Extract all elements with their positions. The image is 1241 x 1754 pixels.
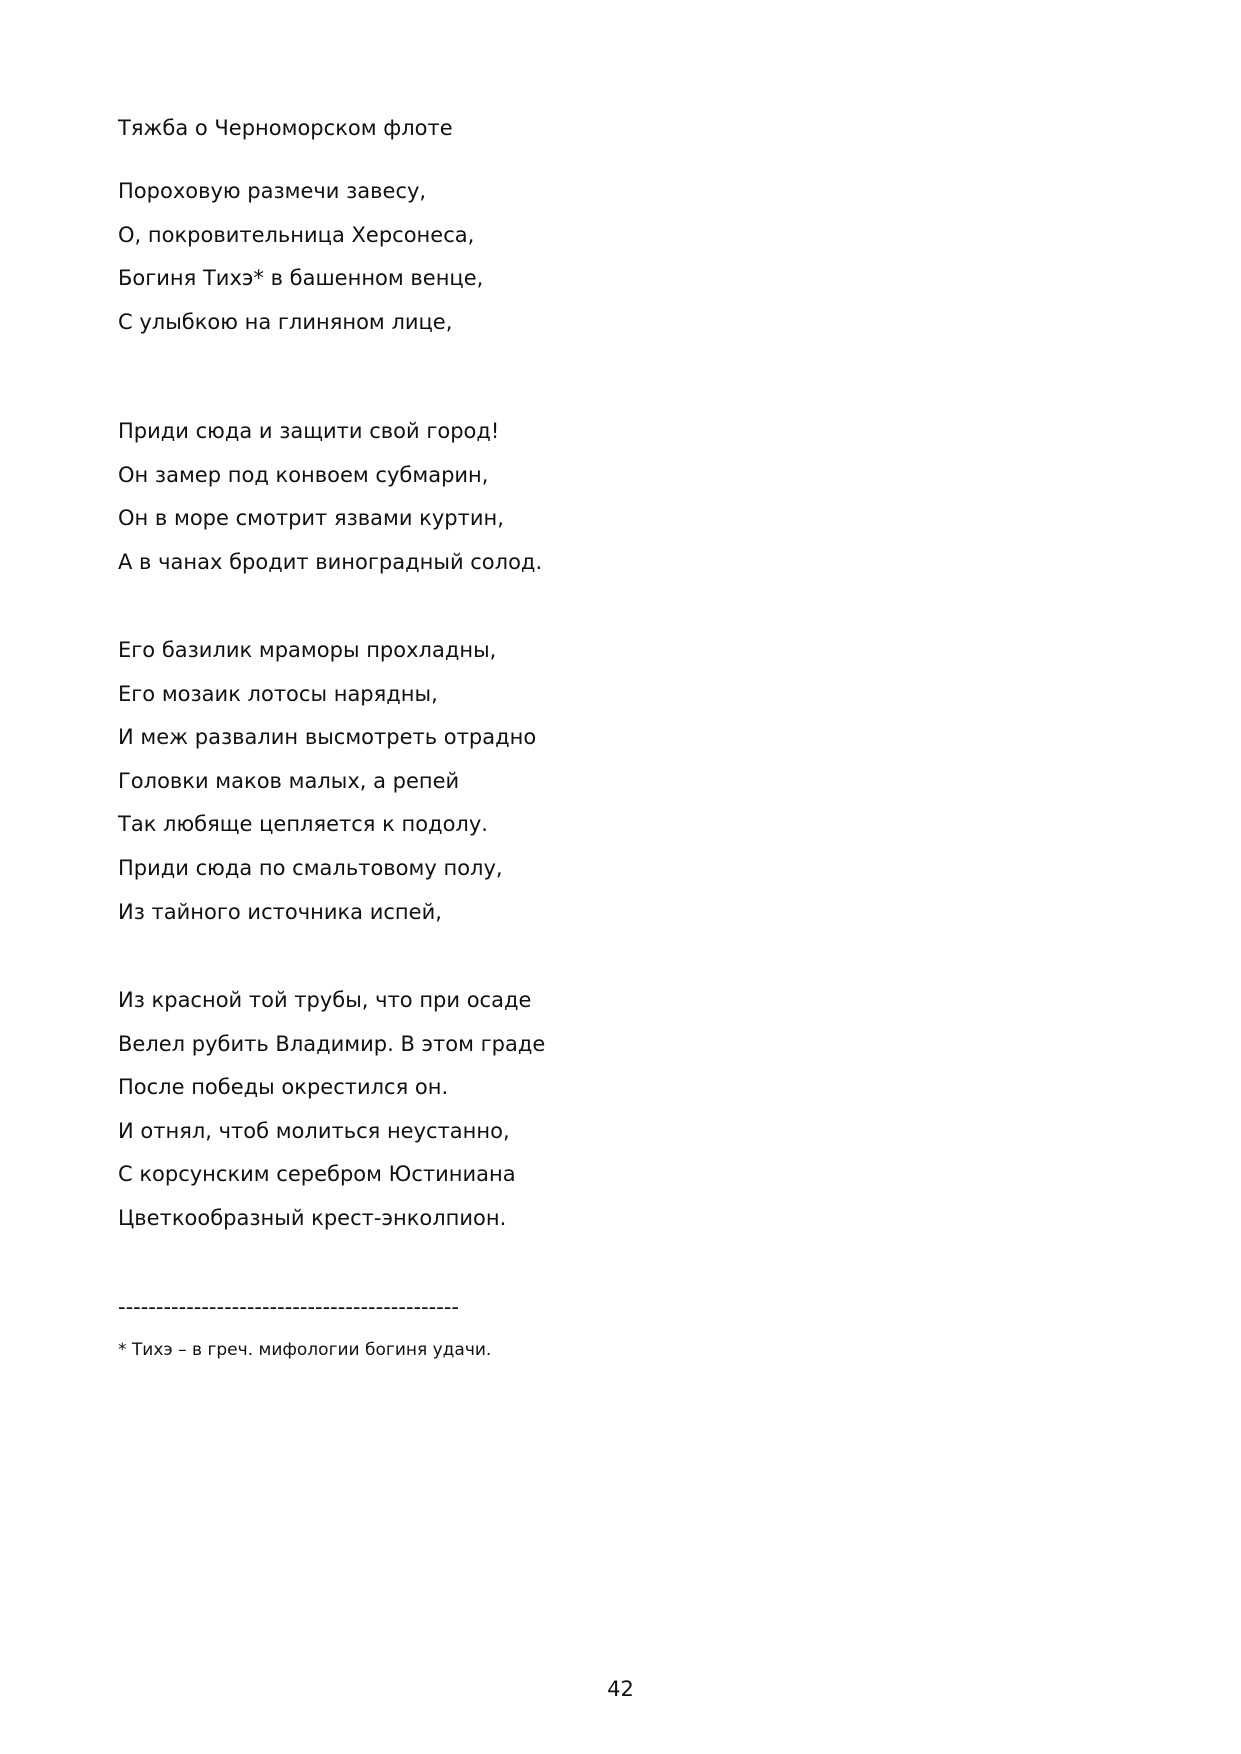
poem-line: Он замер под конвоем субмарин, [118, 462, 489, 487]
poem-line: Его базилик мраморы прохладны, [118, 638, 497, 662]
stanza-1 [118, 170, 483, 344]
poem-line: Цветкообразный крест-энколпион. [118, 1205, 507, 1230]
poem-line: Приди сюда и защити свой город! [118, 419, 500, 443]
footnote-rule: --------------------------------------------- [118, 1295, 459, 1319]
stanza-3 [118, 629, 536, 934]
poem-line: О, покровительница Херсонеса, [118, 222, 475, 247]
poem-line: После победы окрестился он. [118, 1075, 449, 1100]
footnote: * Тихэ – в греч. мифологии богиня удачи. [118, 1340, 492, 1360]
poem-line: С корсунским серебром Юстиниана [118, 1162, 516, 1187]
poem-line: Головки маков малых, а репей [118, 768, 460, 793]
poem-line: Пороховую размечи завесу, [118, 179, 427, 203]
poem-line: Его мозаик лотосы нарядны, [118, 681, 438, 706]
poem-line: Так любяще цепляется к подолу. [118, 812, 488, 837]
poem-line: Богиня Тихэ* в башенном венце, [118, 266, 484, 291]
stanza-2 [118, 410, 542, 584]
poem-line: Из тайного источника испей, [118, 899, 442, 924]
stanza-4 [118, 979, 545, 1241]
poem-line: Он в море смотрит язвами куртин, [118, 506, 504, 531]
poem-line: Приди сюда по смальтовому полу, [118, 855, 503, 880]
poem-title: Тяжба о Черноморском флоте [118, 116, 453, 140]
poem-line: Велел рубить Владимир. В этом граде [118, 1031, 546, 1056]
poem-line: Из красной той трубы, что при осаде [118, 988, 532, 1012]
poem-line: И меж развалин высмотреть отрадно [118, 725, 537, 750]
poem-line: И отнял, чтоб молиться неустанно, [118, 1118, 510, 1143]
page-number: 42 [607, 1677, 634, 1701]
poem-line: А в чанах бродит виноградный солод. [118, 549, 543, 574]
poem-line: С улыбкою на глиняном лице, [118, 309, 453, 334]
